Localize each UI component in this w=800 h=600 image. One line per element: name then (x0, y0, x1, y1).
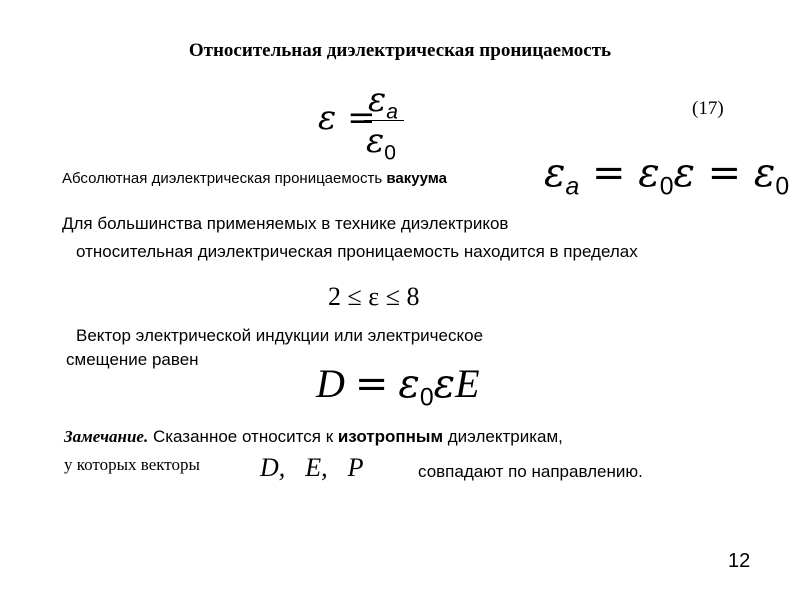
vacuum-formula: $\varepsilon_a = \varepsilon_0\varepsilon = \varepsilon_0$ (544, 150, 790, 201)
formula-17-numerator: $\varepsilon_a$ (368, 80, 398, 124)
remark-line-1: Замечание. Сказанное относится к изотропным диэлектрикам, (64, 427, 563, 446)
paragraph-line-1: Для большинства применяемых в технике диэлектриков (62, 214, 509, 233)
remark-label: Замечание. (64, 427, 149, 446)
remark-bold-word: изотропным (337, 427, 444, 446)
equation-number: (17) (692, 98, 724, 119)
slide-title: Относительная диэлектрическая проницаемость (188, 40, 612, 61)
remark-line-3: совпадают по направлению. (418, 462, 643, 481)
page-number: 12 (728, 550, 751, 572)
inequality-formula: 2 ≤ ε ≤ 8 (328, 282, 420, 311)
formula-17-epsilon: ε (318, 98, 337, 138)
induction-line-2: смещение равен (66, 350, 199, 369)
remark-line-2: у которых векторы (64, 455, 200, 474)
induction-line-1: Вектор электрической индукции или электрическое (76, 326, 484, 345)
formula-17-equals: = (347, 98, 376, 138)
induction-formula: $D = \varepsilon_0\varepsilon E$ (316, 361, 480, 412)
vacuum-text: Абсолютная диэлектрическая проницаемость вакуума (62, 170, 447, 187)
formula-17-denominator: $\varepsilon_0$ (366, 121, 396, 165)
paragraph-line-2: относительная диэлектрическая проницаемость находится в пределах (76, 242, 638, 261)
remark-vectors: D, E, P (260, 453, 364, 482)
